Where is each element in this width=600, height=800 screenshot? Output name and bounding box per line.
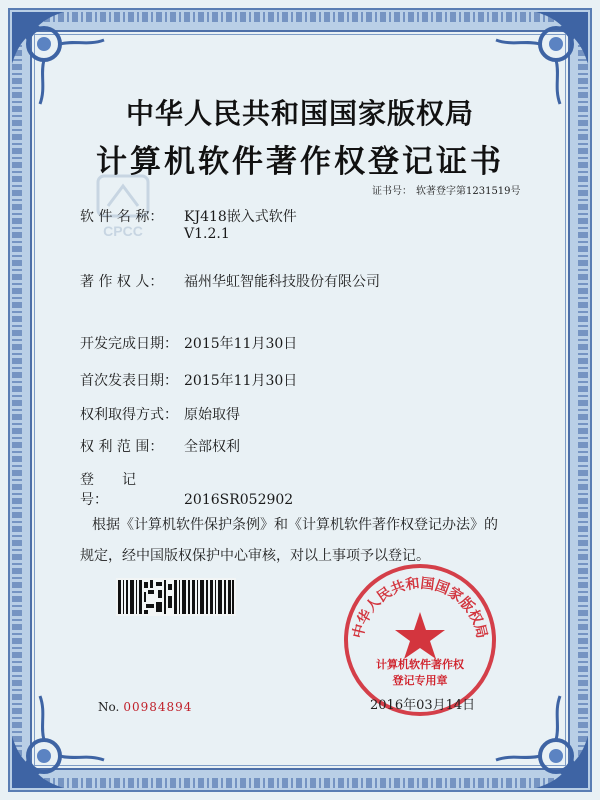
certificate-number — [372, 182, 525, 197]
seal-ring-text: 中华人民共和国国家版权局 — [350, 575, 490, 640]
pub-date-value: 2015年11月30日 — [184, 373, 298, 389]
statement-line-1: 根据《计算机软件保护条例》和《计算机软件著作权登记办法》的 — [92, 517, 498, 533]
scope-label: 权 利 范 围： — [80, 439, 164, 455]
corner-ornament-icon — [486, 686, 596, 796]
issuer-title: 中华人民共和国国家版权局 — [125, 97, 474, 130]
registration-label: 登 记 号： — [80, 472, 164, 508]
software-name-label: 软 件 名 称： — [80, 209, 164, 225]
pub-date-row — [80, 370, 297, 390]
software-version: V1.2.1 — [184, 226, 230, 242]
owner-label: 著 作 权 人： — [80, 274, 164, 290]
acquire-label: 权利取得方式： — [80, 407, 178, 423]
software-name-row — [80, 206, 297, 226]
dev-date-row — [80, 333, 297, 353]
barcode-icon — [116, 578, 236, 616]
acquire-row — [80, 404, 240, 424]
issue-date: 2016年03月14日 — [370, 698, 476, 713]
pub-date-label: 首次发表日期： — [80, 373, 178, 389]
certificate-number-value: 软著登字第1231519号 — [416, 186, 521, 197]
registration-row — [80, 469, 293, 509]
certificate-title: 计算机软件著作权登记证书 — [96, 144, 504, 180]
owner-value: 福州华虹智能科技股份有限公司 — [184, 274, 380, 290]
scope-value: 全部权利 — [184, 439, 240, 455]
seal-line-1: 计算机软件著作权 — [376, 658, 464, 671]
registration-value: 2016SR052902 — [184, 492, 294, 508]
seal-line-2: 登记专用章 — [392, 674, 448, 687]
software-name-value: KJ418嵌入式软件 — [184, 209, 297, 225]
scope-row — [80, 436, 240, 456]
statement-line-2: 规定，经中国版权保护中心审核，对以上事项予以登记。 — [80, 548, 430, 564]
serial-label: No. — [98, 700, 120, 714]
certificate-number-label: 证书号： — [372, 186, 412, 197]
dev-date-label: 开发完成日期： — [80, 336, 178, 352]
owner-row — [80, 271, 380, 291]
serial-number — [98, 700, 192, 714]
dev-date-value: 2015年11月30日 — [184, 336, 298, 352]
serial-value: 00984894 — [123, 700, 193, 714]
watermark-text: CPCC — [103, 223, 143, 239]
acquire-value: 原始取得 — [184, 407, 240, 423]
